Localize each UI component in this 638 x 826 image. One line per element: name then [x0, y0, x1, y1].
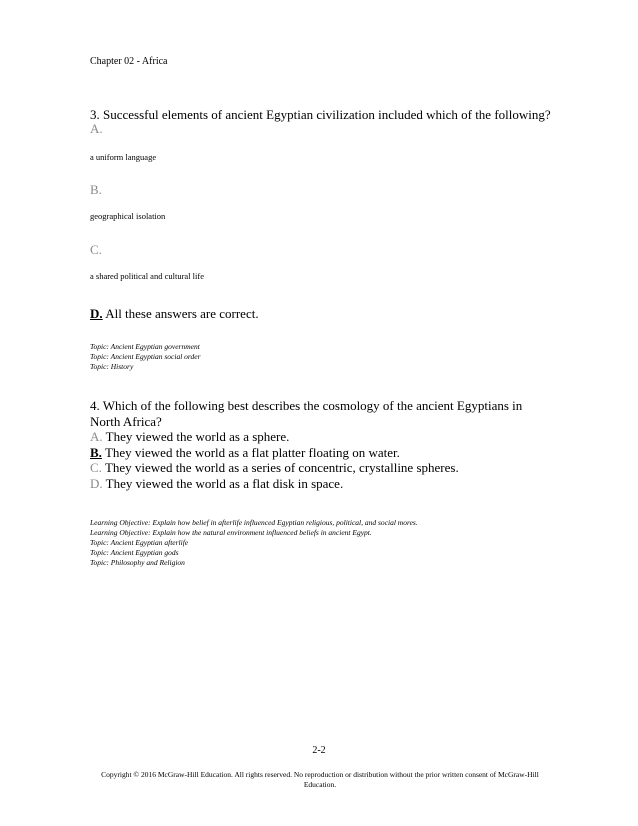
q3-answer-letter: D. — [90, 306, 103, 321]
question-4-line-1: 4. Which of the following best describes the cosmology of the ancient Egyptians in — [90, 398, 523, 413]
q3-option-b-text: geographical isolation — [90, 211, 166, 221]
q4-option-d-letter: D. — [90, 475, 103, 491]
q4-option-a-text: They viewed the world as a sphere. — [105, 429, 290, 444]
q3-answer-text: All these answers are correct. — [105, 306, 259, 321]
q4-option-b — [90, 445, 522, 461]
q3-option-c-text: a shared political and cultural life — [90, 271, 204, 281]
q4-option-c-letter: C. — [90, 460, 102, 475]
q4-option-c-text: They viewed the world as a series of concentric, crystalline spheres. — [104, 460, 459, 475]
copyright-notice: Copyright © 2016 McGraw-Hill Education. All rights reserved. No reproduction or distribution without the prior written consent of McGraw-Hill Education. — [101, 770, 539, 789]
q4-option-d — [90, 476, 522, 492]
q3-answer — [90, 306, 259, 322]
q3-meta-line: Topic: History — [90, 362, 134, 371]
q4-option-d-text: They viewed the world as a flat disk in space. — [105, 475, 344, 491]
q4-meta-line: Topic: Ancient Egyptian gods — [90, 548, 179, 557]
question-4-text — [90, 398, 522, 491]
q4-option-b-text: They viewed the world as a flat platter floating on water. — [104, 444, 400, 460]
q4-option-b-letter: B. — [90, 444, 102, 460]
q3-meta-line: Topic: Ancient Egyptian social order — [90, 352, 201, 361]
q3-meta-line: Topic: Ancient Egyptian government — [90, 342, 200, 351]
q3-option-a-letter: A. — [90, 121, 103, 136]
q4-meta — [90, 518, 418, 568]
q4-meta-line: Topic: Ancient Egyptian afterlife — [90, 538, 189, 547]
q4-meta-line: Learning Objective: Explain how belief in afterlife influenced Egyptian religious, political, and social mores. — [90, 518, 418, 527]
q3-option-a-text: a uniform language — [90, 152, 157, 162]
question-4-line-2: North Africa? — [90, 413, 162, 429]
chapter-header: Chapter 02 - Africa — [90, 56, 168, 67]
question-3-text: 3. Successful elements of ancient Egyptian civilization included which of the following? — [90, 107, 551, 122]
q3-option-b-letter: B. — [90, 182, 102, 197]
q4-option-a — [90, 429, 522, 445]
page-number: 2-2 — [312, 745, 326, 756]
q3-meta — [90, 342, 201, 372]
q4-meta-line: Topic: Philosophy and Religion — [90, 558, 185, 567]
q4-option-a-letter: A. — [90, 429, 103, 444]
q3-option-c-letter: C. — [90, 242, 102, 257]
q4-meta-line: Learning Objective: Explain how the natural environment influenced beliefs in ancient Egypt. — [90, 528, 372, 537]
q4-option-c — [90, 460, 522, 476]
